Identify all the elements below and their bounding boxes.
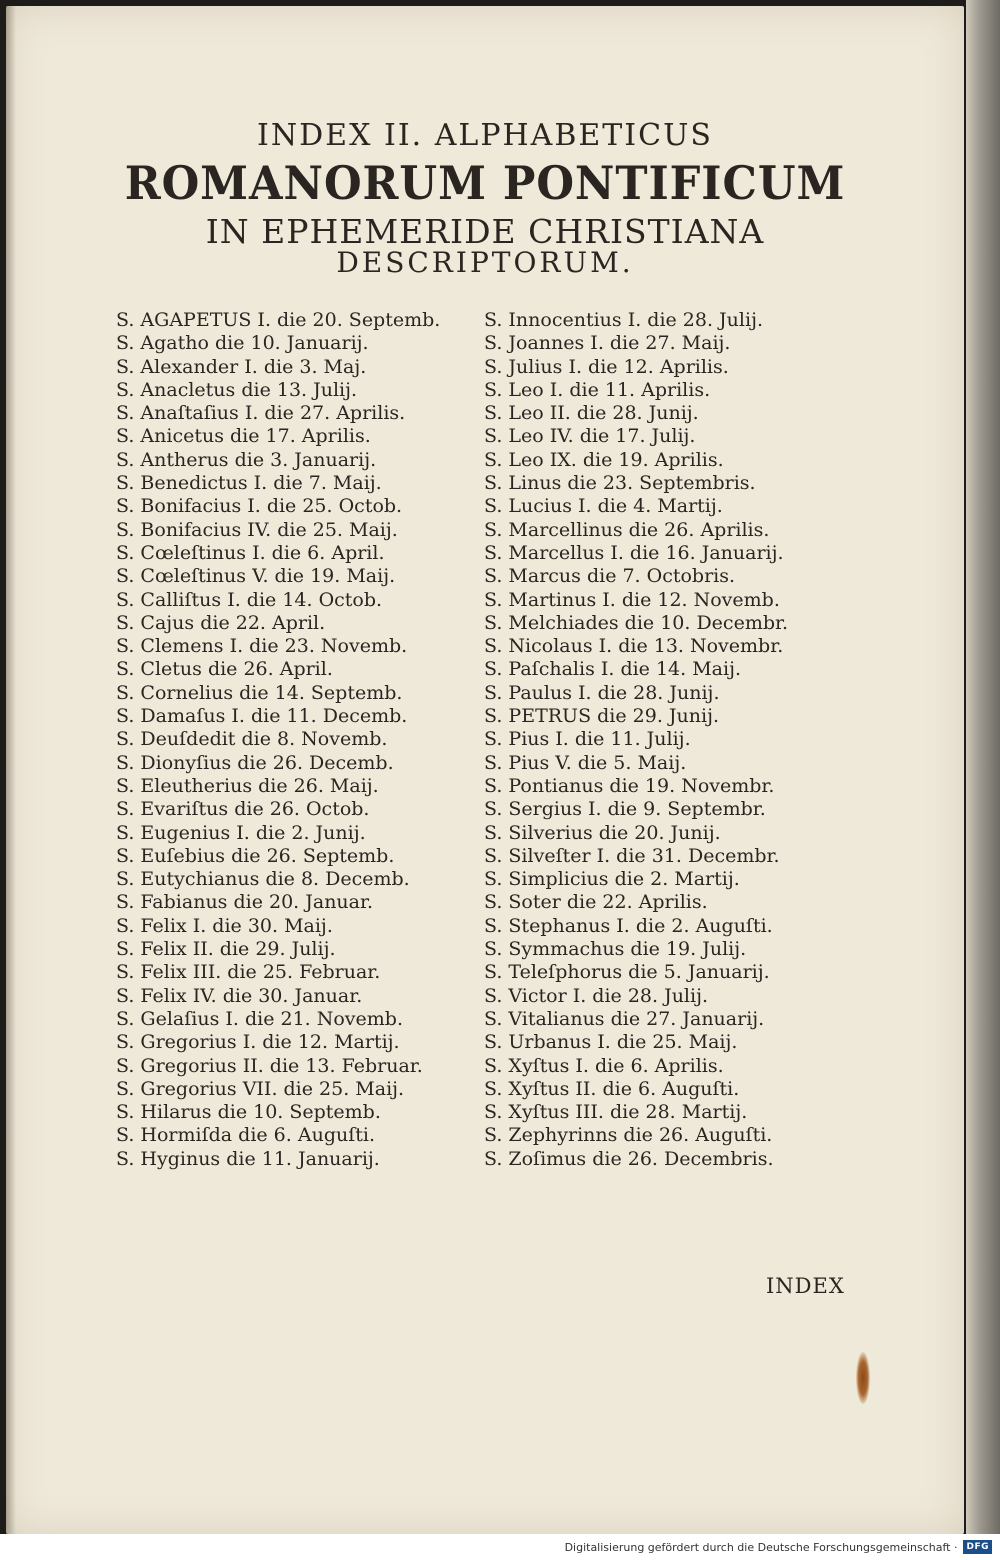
index-entry: S. Felix II. die 29. Julij.: [116, 938, 336, 961]
index-entry: S. Bonifacius I. die 25. Octob.: [116, 495, 403, 518]
index-entry: S. Felix I. die 30. Maij.: [116, 914, 333, 937]
index-entry: S. Fabianus die 20. Januar.: [116, 891, 374, 914]
index-entry: S. AGAPETUS I. die 20. Septemb.: [116, 309, 441, 331]
subtitle-line: IN EPHEMERIDE CHRISTIANA: [205, 212, 765, 251]
index-entry: S. Eugenius I. die 2. Junij.: [116, 821, 366, 844]
footer-text: Digitalisierung gefördert durch die Deutsche Forschungsgemeinschaft ·: [564, 1540, 958, 1554]
index-entry: S. Innocentius I. die 28. Julij.: [484, 309, 763, 331]
index-entry: S. Linus die 23. Septembris.: [484, 472, 756, 495]
index-entry: S. Felix IV. die 30. Januar.: [116, 984, 363, 1007]
index-entry: S. Pius V. die 5. Maij.: [484, 751, 687, 774]
index-entry: S. Zephyrinns die 26. Auguſti.: [484, 1124, 773, 1147]
dfg-logo: DFG: [963, 1540, 992, 1554]
index-entry: S. Gelaſius I. die 21. Novemb.: [116, 1007, 404, 1030]
main-title: ROMANORUM PONTIFICUM: [124, 156, 846, 210]
index-entry: S. Sergius I. die 9. Septembr.: [484, 798, 766, 821]
index-entry: S. Vitalianus die 27. Januarij.: [484, 1007, 765, 1030]
index-entry: S. Joannes I. die 27. Maij.: [484, 332, 731, 355]
index-entry: S. Marcellinus die 26. Aprilis.: [484, 518, 770, 541]
index-entry: S. Anacletus die 13. Julij.: [116, 378, 358, 401]
index-entry: S. Victor I. die 28. Julij.: [484, 984, 709, 1007]
page-edge: [966, 0, 1000, 1540]
index-entry: S. Evariſtus die 26. Octob.: [116, 798, 370, 821]
index-entry: S. Bonifacius IV. die 25. Maij.: [116, 518, 398, 541]
index-entry: S. Simplicius die 2. Martij.: [484, 868, 740, 891]
index-entry: S. Cœleſtinus V. die 19. Maij.: [116, 565, 396, 588]
index-entry: S. Eutychianus die 8. Decemb.: [116, 868, 410, 891]
index-entry: S. Xyſtus III. die 28. Martij.: [484, 1101, 748, 1124]
index-entry: S. Cletus die 26. April.: [116, 658, 333, 681]
index-entry: S. Euſebius die 26. Septemb.: [116, 844, 395, 867]
index-entry: S. Teleſphorus die 5. Januarij.: [484, 961, 770, 984]
index-entry: S. Stephanus I. die 2. Auguſti.: [484, 914, 773, 937]
index-entry: S. Marcellus I. die 16. Januarij.: [484, 541, 784, 564]
index-entry: S. Paulus I. die 28. Junij.: [484, 681, 720, 704]
catchword: INDEX: [766, 1274, 845, 1298]
index-entry: S. Pontianus die 19. Novembr.: [484, 774, 775, 797]
index-entry: S. Urbanus I. die 25. Maij.: [484, 1031, 738, 1054]
index-entry: S. Cajus die 22. April.: [116, 611, 326, 634]
index-entry: S. Melchiades die 10. Decembr.: [484, 611, 789, 634]
left-index-column: [116, 309, 440, 1171]
index-entry: S. Deuſdedit die 8. Novemb.: [116, 728, 388, 751]
index-entry: S. Hormiſda die 6. Auguſti.: [116, 1124, 375, 1147]
index-entry: S. Gregorius I. die 12. Martij.: [116, 1031, 400, 1054]
subtitle-line-2: DESCRIPTORUM.: [336, 246, 634, 279]
index-entry: S. Cornelius die 14. Septemb.: [116, 681, 403, 704]
index-entry: S. Leo II. die 28. Junij.: [484, 402, 699, 425]
index-entry: S. Hilarus die 10. Septemb.: [116, 1101, 381, 1124]
index-entry: S. Leo I. die 11. Aprilis.: [484, 378, 711, 401]
index-entry: S. Damaſus I. die 11. Decemb.: [116, 705, 408, 728]
index-entry: S. Benedictus I. die 7. Maij.: [116, 472, 382, 495]
index-entry: S. Pius I. die 11. Julij.: [484, 728, 691, 751]
index-entry: S. Alexander I. die 3. Maj.: [116, 355, 367, 378]
index-entry: S. Gregorius II. die 13. Februar.: [116, 1054, 423, 1077]
index-entry: S. Agatho die 10. Januarij.: [116, 332, 369, 355]
index-entry: S. Nicolaus I. die 13. Novembr.: [484, 635, 784, 658]
index-entry: S. Leo IX. die 19. Aprilis.: [484, 448, 724, 471]
index-title-line: INDEX II. ALPHABETICUS: [257, 118, 713, 153]
index-entry: S. PETRUS die 29. Junij.: [484, 705, 719, 728]
index-entry: S. Julius I. die 12. Aprilis.: [484, 355, 729, 378]
index-entry: S. Soter die 22. Aprilis.: [484, 891, 708, 914]
binding-gutter: [6, 6, 16, 1534]
index-entry: S. Clemens I. die 23. Novemb.: [116, 635, 408, 658]
index-entry: S. Hyginus die 11. Januarij.: [116, 1147, 380, 1170]
index-entry: S. Marcus die 7. Octobris.: [484, 565, 736, 588]
index-entry: S. Lucius I. die 4. Martij.: [484, 495, 723, 518]
index-entry: S. Silveſter I. die 31. Decembr.: [484, 844, 780, 867]
digitization-footer: [0, 1534, 1000, 1560]
right-index-column: [484, 309, 788, 1171]
index-entry: S. Xyſtus II. die 6. Auguſti.: [484, 1077, 740, 1100]
index-entry: S. Symmachus die 19. Julij.: [484, 938, 747, 961]
index-entry: S. Dionyſius die 26. Decemb.: [116, 751, 394, 774]
index-entry: S. Calliſtus I. die 14. Octob.: [116, 588, 383, 611]
paper-stain: [856, 1352, 870, 1404]
index-entry: S. Anicetus die 17. Aprilis.: [116, 425, 371, 448]
index-entry: S. Antherus die 3. Januarij.: [116, 448, 377, 471]
index-entry: S. Martinus I. die 12. Novemb.: [484, 588, 780, 611]
index-entry: S. Eleutherius die 26. Maij.: [116, 774, 379, 797]
index-entry: S. Felix III. die 25. Februar.: [116, 961, 381, 984]
index-entry: S. Gregorius VII. die 25. Maij.: [116, 1077, 405, 1100]
index-entry: S. Anaſtaſius I. die 27. Aprilis.: [116, 402, 406, 425]
index-entry: S. Paſchalis I. die 14. Maij.: [484, 658, 742, 681]
book-page: [6, 6, 964, 1534]
index-entry: S. Cœleſtinus I. die 6. April.: [116, 541, 385, 564]
index-entry: S. Leo IV. die 17. Julij.: [484, 425, 696, 448]
index-entry: S. Silverius die 20. Junij.: [484, 821, 721, 844]
index-entry: S. Xyſtus I. die 6. Aprilis.: [484, 1054, 724, 1077]
index-entry: S. Zoſimus die 26. Decembris.: [484, 1147, 774, 1170]
